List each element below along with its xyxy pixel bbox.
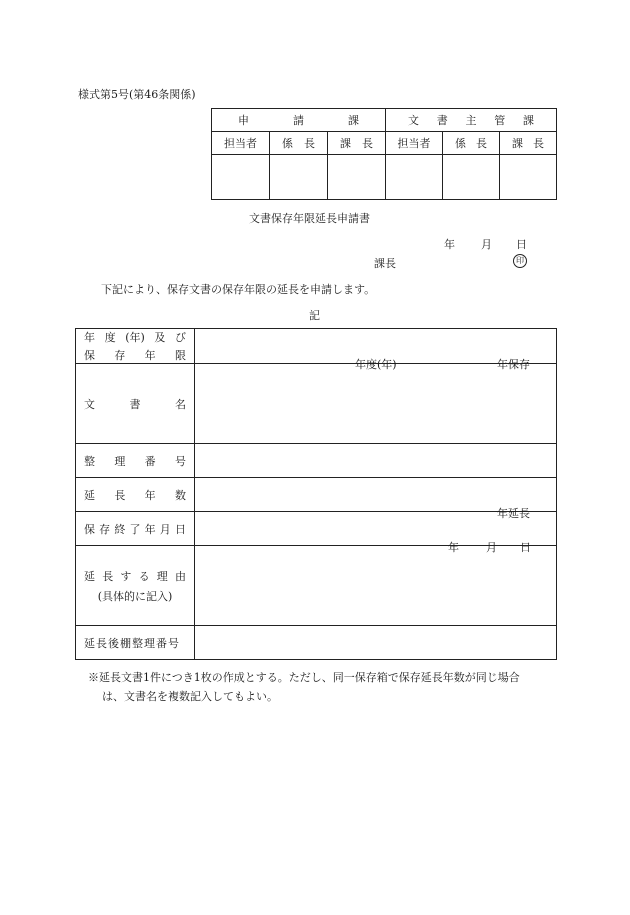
footnote-line-2: は、文書名を複数記入してもよい。 — [102, 690, 278, 703]
stamp-box[interactable] — [212, 155, 270, 200]
extension-years-field[interactable] — [195, 478, 557, 520]
footnote-line-1: ※延長文書1件につき1枚の作成とする。ただし、同一保存箱で保存延長年数が同じ場合 — [88, 671, 520, 684]
table-row — [76, 444, 557, 478]
table-row — [76, 546, 557, 626]
ki-heading: 記 — [309, 309, 320, 322]
table-row — [76, 626, 557, 660]
document-title: 文書保存年限延長申請書 — [249, 212, 370, 225]
role-chief-clerk: 係 長 — [443, 132, 500, 155]
table-row — [76, 478, 557, 512]
date-year-label: 年 — [444, 238, 455, 251]
form-number-label: 様式第5号(第46条関係) — [78, 88, 196, 101]
document-name-label: 文 書 名 — [76, 364, 195, 444]
role-person-in-charge: 担当者 — [386, 132, 443, 155]
intro-statement: 下記により、保存文書の保存年限の延長を申請します。 — [101, 283, 376, 296]
role-chief-clerk: 係 長 — [270, 132, 328, 155]
applying-section-header: 申 請 課 — [212, 109, 386, 132]
fiscal-year-unit: 年度(年) — [355, 358, 397, 371]
shelf-number-field[interactable] — [195, 626, 557, 660]
extension-years-label: 延 長 年 数 — [76, 478, 195, 512]
extension-years-unit: 年延長 — [497, 506, 530, 520]
retention-end-date-label: 保 存 終 了 年 月 日 — [76, 512, 195, 546]
role-section-chief: 課 長 — [328, 132, 386, 155]
end-month-unit: 月 — [486, 540, 497, 554]
date-day-label: 日 — [516, 238, 527, 251]
retention-years-unit: 年保存 — [497, 358, 530, 371]
period-label: 年 度 (年) 及 び 保 存 年 限 — [76, 329, 195, 364]
end-year-unit: 年 — [448, 540, 459, 554]
extension-reason-field[interactable] — [195, 546, 557, 626]
role-person-in-charge: 担当者 — [212, 132, 270, 155]
shelf-number-label: 延長後棚整理番号 — [76, 626, 195, 660]
stamp-box[interactable] — [443, 155, 500, 200]
end-day-unit: 日 — [520, 540, 531, 554]
table-row — [76, 329, 557, 364]
section-chief-label: 課長 — [374, 257, 396, 270]
date-month-label: 月 — [481, 238, 492, 251]
table-row — [76, 364, 557, 444]
filing-number-label: 整 理 番 号 — [76, 444, 195, 478]
role-section-chief: 課 長 — [500, 132, 557, 155]
approval-stamp-table — [211, 108, 557, 200]
document-name-field[interactable] — [195, 364, 557, 444]
extension-reason-label: 延 長 す る 理 由 (具体的に記入) — [76, 546, 195, 626]
stamp-box[interactable] — [386, 155, 443, 200]
seal-mark: 印 — [513, 254, 527, 268]
filing-number-field[interactable] — [195, 444, 557, 478]
stamp-box[interactable] — [270, 155, 328, 200]
period-value-field[interactable] — [195, 329, 557, 371]
table-row — [76, 512, 557, 546]
document-management-section-header: 文 書 主 管 課 — [386, 109, 557, 132]
stamp-box[interactable] — [500, 155, 557, 200]
stamp-box[interactable] — [328, 155, 386, 200]
application-details-table — [75, 328, 557, 660]
